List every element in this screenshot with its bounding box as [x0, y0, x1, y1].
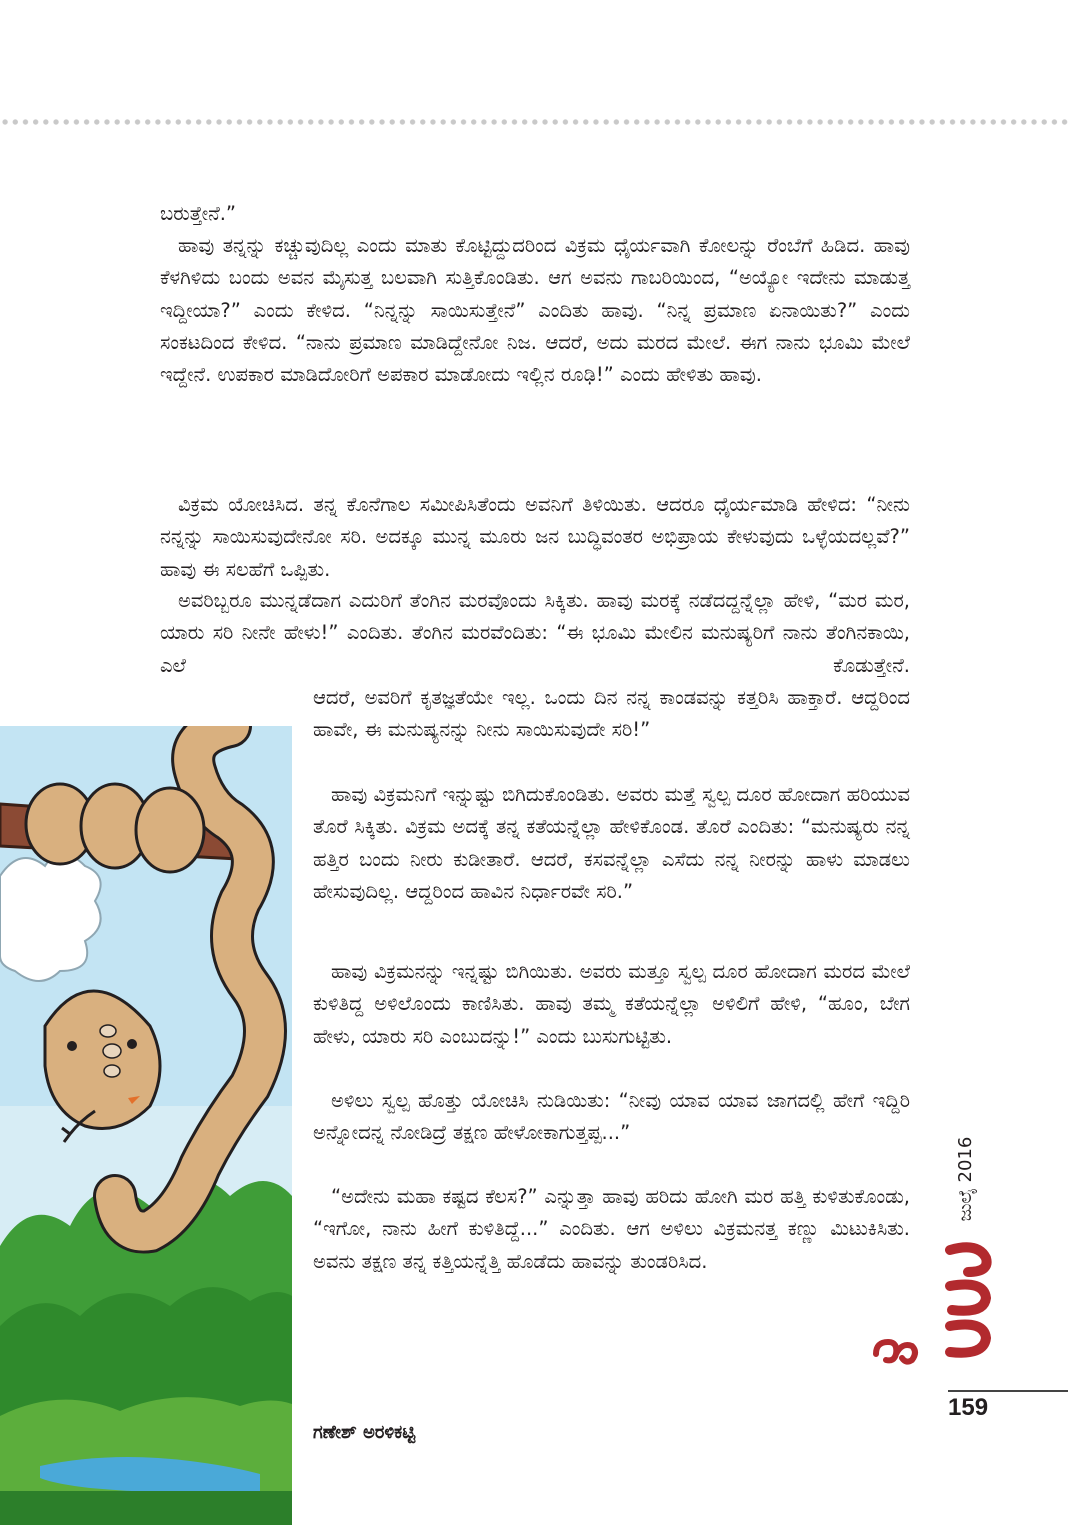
- paragraph-3: ವಿಕ್ರಮ ಯೋಚಿಸಿದ. ತನ್ನ ಕೊನೆಗಾಲ ಸಮೀಪಿಸಿತೆಂದು ಅವನಿಗೆ ತಿಳಿಯಿತು. ಆದರೂ ಧೈರ್ಯಮಾಡಿ ಹೇಳಿದ: “ನೀನು ನನ್ನನ್ನು ಸಾಯಿಸುವುದೇನೋ ಸರಿ. ಅದಕ್ಕೂ ಮುನ್ನ ಮೂರು ಜನ ಬುದ್ಧಿವಂತರ ಅಭಿಪ್ರಾಯ ಕೇಳುವುದು ಒಳ್ಳೆಯದಲ್ಲವೆ?” ಹಾವು ಈ ಸಲಹೆಗೆ ಒಪ್ಪಿತು.: [160, 493, 910, 581]
- end-mark-icon: [872, 1338, 920, 1366]
- paragraph-4b: ಆದರೆ, ಅವರಿಗೆ ಕೃತಜ್ಞತೆಯೇ ಇಲ್ಲ. ಒಂದು ದಿನ ನನ್ನ ಕಾಂಡವನ್ನು ಕತ್ತರಿಸಿ ಹಾಕ್ತಾರೆ. ಆದ್ದರಿಂದ ಹಾವೇ, ಈ ಮನುಷ್ಯನನ್ನು ನೀನು ಸಾಯಿಸುವುದೇ ಸರಿ!”: [313, 686, 910, 742]
- paragraph-1: ಬರುತ್ತೇನೆ.”: [160, 202, 237, 225]
- paragraph-5: ಹಾವು ವಿಕ್ರಮನಿಗೆ ಇನ್ನುಷ್ಟು ಬಿಗಿದುಕೊಂಡಿತು. ಅವರು ಮತ್ತೆ ಸ್ವಲ್ಪ ದೂರ ಹೋದಾಗ ಹರಿಯುವ ತೊರೆ ಸಿಕ್ಕಿತು. ವಿಕ್ರಮ ಅದಕ್ಕೆ ತನ್ನ ಕತೆಯನ್ನೆಲ್ಲಾ ಹೇಳಿಕೊಂಡ. ತೊರೆ ಎಂದಿತು: “ಮನುಷ್ಯರು ನನ್ನ ಹತ್ತಿರ ಬಂದು ನೀರು ಕುಡೀತಾರೆ. ಆದರೆ, ಕಸವನ್ನೆಲ್ಲಾ ಎಸೆದು ನನ್ನ ನೀರನ್ನು ಹಾಳು ಮಾಡಲು ಹೇಸುವುದಿಲ್ಲ. ಆದ್ದರಿಂದ ಹಾವಿನ ನಿರ್ಧಾರವೇ ಸರಿ.”: [313, 783, 910, 903]
- footer-rule: [948, 1390, 1068, 1392]
- issue-date: ಜುಲೈ 2016: [955, 1136, 976, 1222]
- page-number: 159: [948, 1394, 989, 1421]
- paragraph-2: ಹಾವು ತನ್ನನ್ನು ಕಚ್ಚುವುದಿಲ್ಲ ಎಂದು ಮಾತು ಕೊಟ್ಟಿದ್ದುದರಿಂದ ವಿಕ್ರಮ ಧೈರ್ಯವಾಗಿ ಕೋಲನ್ನು ರೆಂಬೆಗೆ ಹಿಡಿದ. ಹಾವು ಕೆಳಗಿಳಿದು ಬಂದು ಅವನ ಮೈಸುತ್ತ ಬಲವಾಗಿ ಸುತ್ತಿಕೊಂಡಿತು. ಆಗ ಅವನು ಗಾಬರಿಯಿಂದ, “ಅಯ್ಯೋ ಇದೇನು ಮಾಡುತ್ತ ಇದ್ದೀಯಾ?” ಎಂದು ಕೇಳಿದ. “ನಿನ್ನನ್ನು ಸಾಯಿಸುತ್ತೇನೆ” ಎಂದಿತು ಹಾವು. “ನಿನ್ನ ಪ್ರಮಾಣ ಏನಾಯಿತು?” ಎಂದು ಸಂಕಟದಿಂದ ಕೇಳಿದ. “ನಾನು ಪ್ರಮಾಣ ಮಾಡಿದ್ದೇನೋ ನಿಜ. ಆದರೆ, ಅದು ಮರದ ಮೇಲೆ. ಈಗ ನಾನು ಭೂಮಿ ಮೇಲೆ ಇದ್ದೇನೆ. ಉಪಕಾರ ಮಾಡಿದೋರಿಗೆ ಅಪಕಾರ ಮಾಡೋದು ಇಲ್ಲಿನ ರೂಢಿ!” ಎಂದು ಹೇಳಿತು ಹಾವು.: [160, 234, 910, 387]
- magazine-logo: [938, 1238, 998, 1368]
- paragraph-6: ಹಾವು ವಿಕ್ರಮನನ್ನು ಇನ್ನಷ್ಟು ಬಿಗಿಯಿತು. ಅವರು ಮತ್ತೂ ಸ್ವಲ್ಪ ದೂರ ಹೋದಾಗ ಮರದ ಮೇಲೆ ಕುಳಿತಿದ್ದ ಅಳಿಲೊಂದು ಕಾಣಿಸಿತು. ಹಾವು ತಮ್ಮ ಕತೆಯನ್ನೆಲ್ಲಾ ಅಳಿಲಿಗೆ ಹೇಳಿ, “ಹೂಂ, ಬೇಗ ಹೇಳು, ಯಾರು ಸರಿ ಎಂಬುದನ್ನು!” ಎಂದು ಬುಸುಗುಟ್ಟಿತು.: [313, 960, 910, 1048]
- author-name: ಗಣೇಶ್ ಅರಳಿಕಟ್ಟಿ: [313, 1422, 416, 1443]
- paragraph-7: ಅಳಿಲು ಸ್ವಲ್ಪ ಹೊತ್ತು ಯೋಚಿಸಿ ನುಡಿಯಿತು: “ನೀವು ಯಾವ ಯಾವ ಜಾಗದಲ್ಲಿ ಹೇಗೆ ಇದ್ದಿರಿ ಅನ್ನೋದನ್ನ ನೋಡಿದ್ರೆ ತಕ್ಷಣ ಹೇಳೋಕಾಗುತ್ತಪ್ಪ...”: [313, 1089, 910, 1145]
- paragraph-8: “ಅದೇನು ಮಹಾ ಕಷ್ಟದ ಕೆಲಸ?” ಎನ್ನುತ್ತಾ ಹಾವು ಹರಿದು ಹೋಗಿ ಮರ ಹತ್ತಿ ಕುಳಿತುಕೊಂಡು, “ಇಗೋ, ನಾನು ಹೀಗೆ ಕುಳಿತಿದ್ದೆ...” ಎಂದಿತು. ಆಗ ಅಳಿಲು ವಿಕ್ರಮನತ್ತ ಕಣ್ಣು ಮಿಟುಕಿಸಿತು. ಅವನು ತಕ್ಷಣ ತನ್ನ ಕತ್ತಿಯನ್ನೆತ್ತಿ ಹೊಡೆದು ಹಾವನ್ನು ತುಂಡರಿಸಿದ.: [313, 1185, 910, 1273]
- dotted-divider: [0, 116, 1072, 128]
- snake-illustration: [0, 726, 292, 1525]
- paragraph-4a: ಅವರಿಬ್ಬರೂ ಮುನ್ನಡೆದಾಗ ಎದುರಿಗೆ ತೆಂಗಿನ ಮರವೊಂದು ಸಿಕ್ಕಿತು. ಹಾವು ಮರಕ್ಕೆ ನಡೆದದ್ದನ್ನೆಲ್ಲಾ ಹೇಳಿ, “ಮರ ಮರ, ಯಾರು ಸರಿ ನೀನೇ ಹೇಳು!” ಎಂದಿತು. ತೆಂಗಿನ ಮರವೆಂದಿತು: “ಈ ಭೂಮಿ ಮೇಲಿನ ಮನುಷ್ಯರಿಗೆ ನಾನು ತೆಂಗಿನಕಾಯಿ, ಎಲೆ ಕೊಡುತ್ತೇನೆ.: [160, 589, 910, 677]
